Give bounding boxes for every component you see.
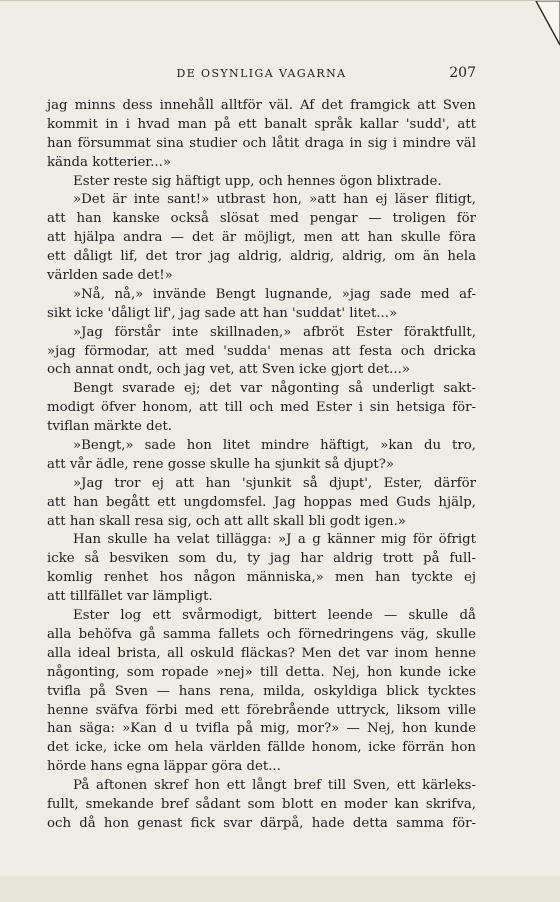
running-title: DE OSYNLIGA VAGARNA	[176, 67, 347, 80]
text-line: någonting, som ropade »nej» till detta. Nej, hon kunde icke	[47, 664, 476, 680]
page-number: 207	[449, 65, 476, 81]
text-line: jag minns dess innehåll alltför väl. Af det framgick att Sven	[47, 98, 476, 113]
text-line: han försummat sina studier och låtit draga in sig i mindre väl	[47, 135, 476, 151]
text-line: På aftonen skref hon ett långt bref till Sven, ett kärleks-	[73, 778, 476, 794]
text-line: världen sade det!»	[47, 268, 173, 284]
text-line: Ester log ett svårmodigt, bittert leende — skulle då	[73, 608, 476, 624]
text-line: att tillfället var lämpligt.	[47, 589, 213, 605]
text-line: alla ideal brista, all oskuld fläckas? Men det var inom henne	[47, 645, 476, 661]
text-line: han säga: »Kan d u tvifla på mig, mor?» — Nej, hon kunde	[47, 721, 476, 737]
text-line: »jag förmodar, att med 'sudda' menas att festa och dricka	[47, 343, 476, 359]
text-line: »Jag förstår inte skillnaden,» afbröt Ester föraktfullt,	[73, 324, 476, 340]
text-line: henne sväfva förbi med ett förebrående uttryck, liksom ville	[47, 702, 476, 718]
text-line: sikt icke 'dåligt lif', jag sade att han 'suddat' litet...»	[47, 305, 398, 321]
text-line: att hjälpa andra — det är möjligt, men att han skulle föra	[47, 230, 476, 246]
text-line: att vår ädle, rene gosse skulle ha sjunkit så djupt?»	[47, 456, 395, 472]
page-bottom-margin	[0, 876, 560, 902]
text-line: modigt öfver honom, att till och med Ester i sin hetsiga för-	[47, 400, 476, 416]
text-line: och då hon genast fick svar därpå, hade detta samma för-	[47, 815, 476, 831]
body-text	[47, 97, 476, 834]
text-line: tviflan märkte det.	[47, 419, 173, 435]
text-line: Ester reste sig häftigt upp, och hennes ögon blixtrade.	[73, 173, 442, 189]
text-line: icke så besviken som du, ty jag har aldrig trott på full-	[47, 551, 476, 567]
text-line: komlig renhet hos någon människa,» men han tyckte ej	[47, 570, 476, 586]
text-line: fullt, smekande bref sådant som blott en moder kan skrifva,	[47, 796, 476, 812]
text-line: och annat ondt, och jag vet, att Sven icke gjort det...»	[47, 362, 410, 378]
text-line: kända kotterier...»	[47, 154, 172, 170]
text-line: »Jag tror ej att han 'sjunkit så djupt', Ester, därför	[73, 475, 476, 491]
text-line: alla behöfva gå samma fallets och förnedringens väg, skulle	[47, 626, 476, 642]
text-line: att han kanske också slösat med pengar — troligen för	[47, 211, 476, 227]
text-line: ett dåligt lif, det tror jag aldrig, aldrig, aldrig, om än hela	[47, 249, 476, 265]
page-corner-fold	[534, 1, 560, 47]
text-line: »Det är inte sant!» utbrast hon, »att han ej läser flitigt,	[73, 192, 476, 208]
text-line: kommit in i hvad man på ett banalt språk kallar 'sudd', att	[47, 116, 476, 132]
text-line: Han skulle ha velat tillägga: »J a g känner mig för öfrigt	[73, 532, 476, 548]
text-line: att han skall resa sig, och att allt skall bli godt igen.»	[47, 513, 406, 529]
text-line: hörde hans egna läppar göra det...	[47, 759, 281, 775]
text-line: att han begått ett ungdomsfel. Jag hoppas med Guds hjälp,	[47, 494, 476, 510]
text-line: »Nå, nå,» invände Bengt lugnande, »jag sade med af-	[73, 286, 476, 302]
text-line: det icke, icke om hela världen fällde honom, icke förrän hon	[47, 740, 476, 756]
page-header	[47, 65, 476, 83]
text-line: Bengt svarade ej; det var någonting så underligt sakt-	[73, 381, 476, 397]
text-line: »Bengt,» sade hon litet mindre häftigt, »kan du tro,	[73, 438, 476, 454]
text-line: tvifla på Sven — hans rena, milda, oskyldiga blick tycktes	[47, 683, 476, 699]
